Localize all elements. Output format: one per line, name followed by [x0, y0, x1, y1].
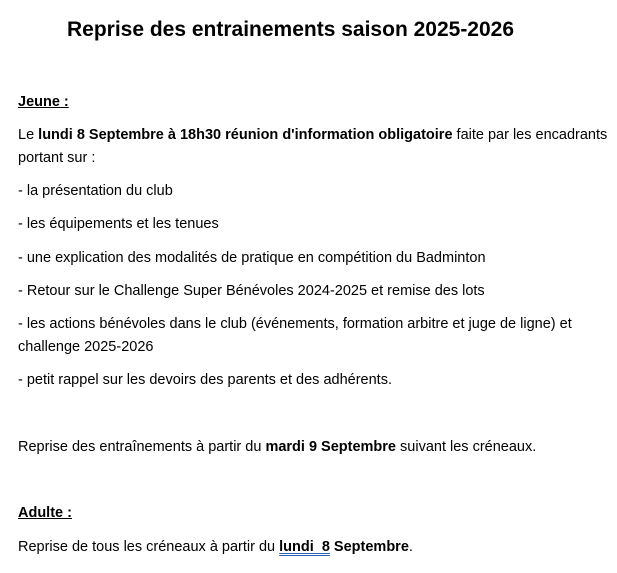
adulte-suffix: .: [408, 539, 413, 555]
resume-prefix: Reprise des entraînements à partir du: [18, 439, 266, 455]
list-item: - Retour sur le Challenge Super Bénévoles 2024-2025 et remise des lots: [18, 283, 485, 299]
adulte-resume-paragraph: [18, 536, 413, 559]
adulte-prefix: Reprise de tous les créneaux à partir du: [18, 539, 280, 555]
document-title: Reprise des entrainements saison 2025-2026: [66, 18, 515, 41]
intro-prefix: Le: [18, 127, 39, 143]
list-item: - la présentation du club: [18, 183, 173, 199]
list-item: - une explication des modalités de pratique en compétition du Badminton: [18, 250, 486, 266]
resume-suffix: suivant les créneaux.: [396, 439, 537, 455]
jeune-resume-paragraph: [18, 436, 536, 459]
section-heading-adulte: Adulte :: [18, 505, 72, 521]
resume-bold: mardi 9 Septembre: [265, 439, 396, 455]
section-heading-jeune: Jeune :: [18, 94, 69, 110]
list-item: - les équipements et les tenues: [18, 216, 219, 232]
intro-suffix: faite par les encadrants portant sur :: [18, 127, 608, 166]
list-item: - les actions bénévoles dans le club (événements, formation arbitre et juge de ligne) et challenge 2025-2026: [18, 316, 572, 355]
list-item: - petit rappel sur les devoirs des parents et des adhérents.: [18, 372, 392, 388]
spellcheck-marked-text: lundi 8: [279, 539, 330, 555]
adulte-bold-rest: Septembre: [329, 539, 409, 555]
intro-bold: lundi 8 Septembre à 18h30 réunion d'information obligatoire: [38, 127, 453, 143]
jeune-intro-paragraph: [18, 124, 613, 170]
